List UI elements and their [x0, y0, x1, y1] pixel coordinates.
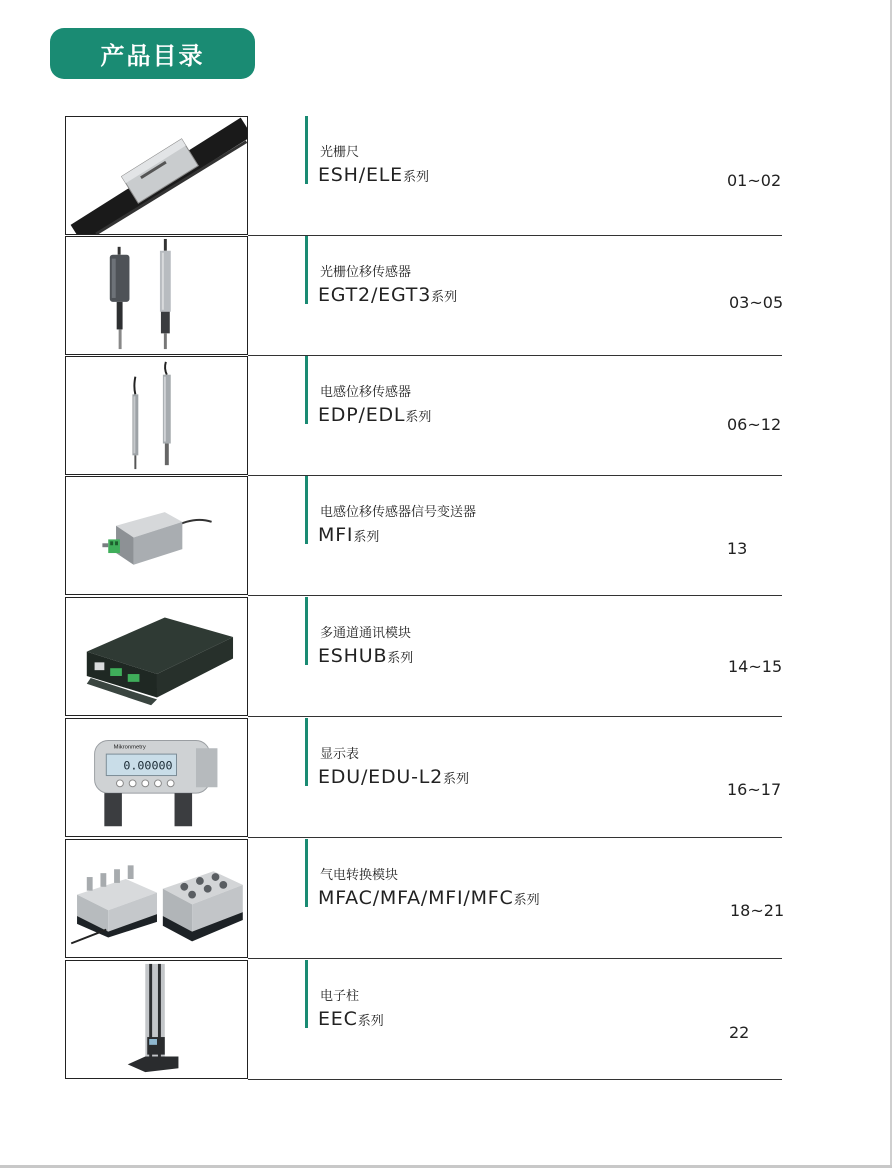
divider-line [248, 958, 782, 959]
inductive-probe-image [65, 356, 248, 475]
catalog-title-badge [50, 28, 255, 79]
series-name: EGT2/EGT3系列 [318, 284, 458, 306]
optical-displacement-sensor-image [65, 236, 248, 355]
category-label: 光栅位移传感器 [320, 265, 412, 280]
series-name: EDU/EDU-L2系列 [318, 766, 470, 788]
page-range: 01~02 [727, 171, 782, 190]
catalog-entry-air-electronic-module[interactable] [65, 839, 785, 959]
accent-bar [305, 116, 308, 184]
divider-line [248, 595, 782, 596]
electronic-column-image [65, 960, 248, 1079]
category-label: 显示表 [320, 747, 360, 762]
communication-hub-image [65, 597, 248, 716]
series-name: ESH/ELE系列 [318, 164, 429, 186]
accent-bar [305, 718, 308, 786]
catalog-title: 产品目录 [100, 42, 205, 70]
accent-bar [305, 476, 308, 544]
catalog-entry-linear-scale[interactable] [65, 116, 782, 236]
accent-bar [305, 597, 308, 665]
divider-line [248, 837, 782, 838]
display-brand: Mikronmetry [113, 744, 146, 751]
signal-transmitter-image [65, 476, 248, 595]
category-label: 电感位移传感器 [320, 385, 412, 400]
page-range: 22 [729, 1023, 750, 1042]
category-label: 光栅尺 [320, 145, 360, 160]
series-name: MFAC/MFA/MFI/MFC系列 [318, 887, 540, 909]
page-range: 13 [727, 539, 748, 558]
catalog-entry-communication-hub[interactable] [65, 597, 782, 717]
accent-bar [305, 960, 308, 1028]
series-name: EEC系列 [318, 1008, 384, 1030]
accent-bar [305, 356, 308, 424]
catalog-entry-optical-displacement-sensor[interactable] [65, 236, 782, 356]
divider-line [248, 1079, 782, 1080]
catalog-entry-signal-transmitter[interactable] [65, 476, 782, 596]
accent-bar [305, 839, 308, 907]
air-electronic-module-image [65, 839, 248, 958]
category-label: 电子柱 [320, 989, 360, 1004]
series-name: MFI系列 [318, 524, 380, 546]
series-name: EDP/EDL系列 [318, 404, 432, 426]
catalog-entry-inductive-probe[interactable] [65, 356, 782, 476]
page-range: 18~21 [730, 901, 785, 920]
page-range: 16~17 [727, 780, 782, 799]
display-unit-image [65, 718, 248, 837]
linear-scale-image [65, 116, 248, 235]
divider-line [248, 716, 782, 717]
category-label: 多通道通讯模块 [320, 626, 412, 641]
category-label: 气电转换模块 [320, 868, 399, 883]
series-name: ESHUB系列 [318, 645, 414, 667]
display-reading: 0.00000 [123, 758, 173, 773]
catalog-entry-electronic-column[interactable] [65, 960, 782, 1080]
page-range: 06~12 [727, 415, 782, 434]
accent-bar [305, 236, 308, 304]
page-range: 14~15 [728, 657, 783, 676]
catalog-entry-display-unit[interactable] [65, 718, 782, 838]
category-label: 电感位移传感器信号变送器 [320, 505, 477, 520]
page-range: 03~05 [729, 293, 784, 312]
